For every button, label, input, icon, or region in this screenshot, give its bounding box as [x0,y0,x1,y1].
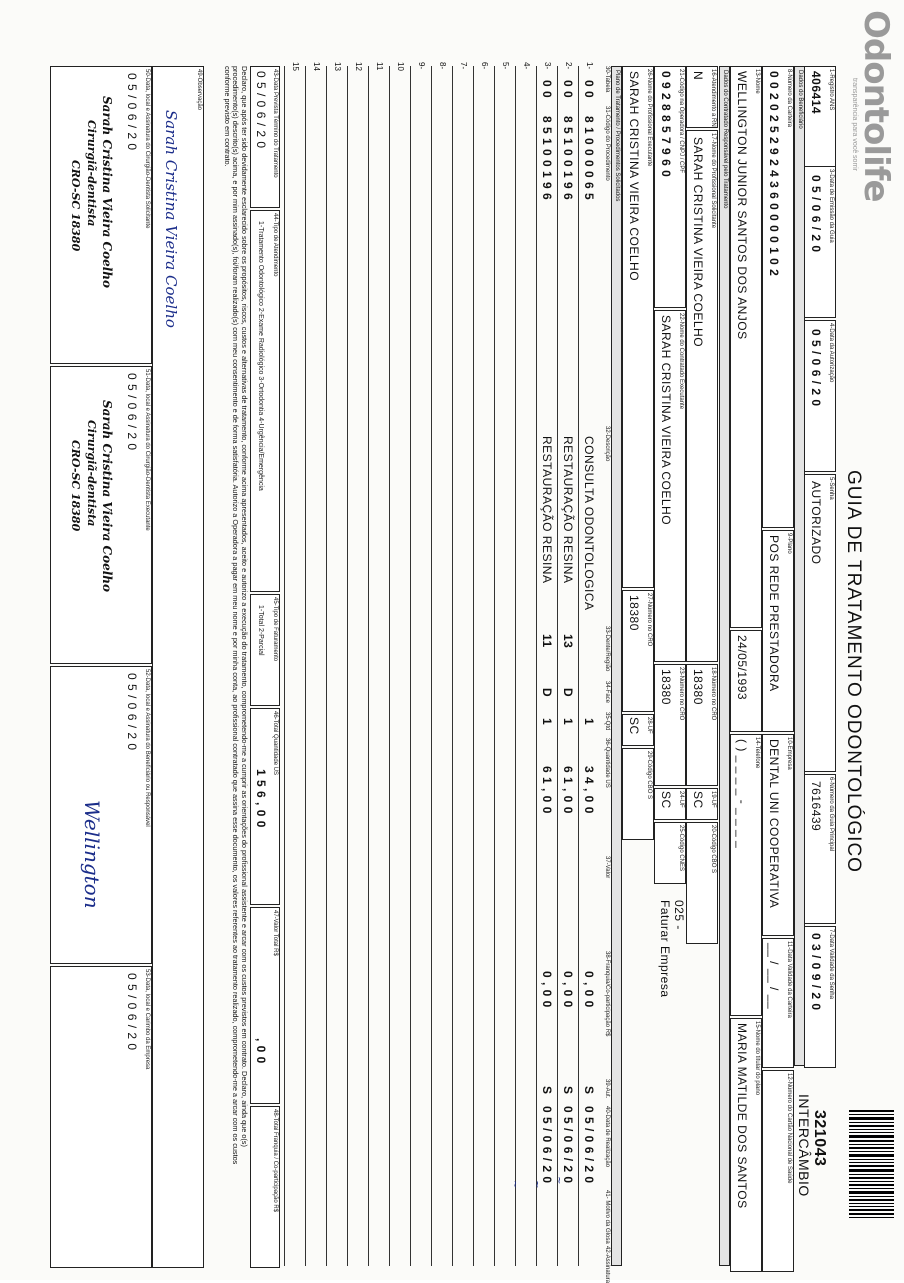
table-row [557,62,579,1266]
guia-principal-value: 7616439 [809,781,823,832]
table-row [515,62,537,1266]
cell-us: 6 1 , 0 0 [561,766,575,814]
table-row [431,62,453,1266]
cbo-solicitante-box [686,822,718,944]
stamp-name-51: Sarah Cristina Vieira Coelho [100,400,114,593]
total-us-box [250,708,280,905]
registro-ans-value: 406414 [809,71,823,115]
uf-executante-value: SC [627,717,641,735]
intercambio-label: INTERCÂMBIO [796,1094,812,1197]
telefone-value: ( ) _ _ _ _ - _ _ _ _ [735,739,749,849]
uf-solicitante-value: SC [691,791,705,809]
uf-contratado-value: SC [659,791,673,809]
empresa-box [762,734,794,936]
cartao-nacional-label: 12-Número do Cartão Nacional de Saúde [786,1073,792,1184]
barcode [849,1110,894,1220]
data-emissao-label: 3-Data de Emissão da Guia [828,169,834,243]
contratado-executante-box [654,310,686,662]
atendimento-rn-value: N [691,71,705,81]
data-emissao-value: 0 5 / 0 6 / 2 0 [809,175,823,253]
table-row [536,62,558,1266]
cell-tabela: 0 0 [540,80,554,99]
nome-box [730,66,762,628]
cell-qtd: 1 [561,718,575,726]
tipo-atendimento-label: 44-Tipo de Atendimento [272,213,278,277]
cell-tabela: 0 0 [561,80,575,99]
row-number: 13 [333,62,342,71]
sig50-date: 0 5 / 0 6 / 2 0 [125,73,139,151]
senha-label: 5-Senha [828,477,834,500]
stamp-cro-50: CRO-SC 18380 [69,160,82,252]
cell-face: D [561,688,575,698]
header-aut: 39-Aut. [604,1079,610,1099]
cbo-executante-box [622,748,654,840]
validade-carteira-label: 11-Data Validade da Carteira [786,941,792,1018]
table-row [368,62,390,1266]
validade-senha-value: 0 3 / 0 9 / 2 0 [809,933,823,1011]
cro-solicitante-value: 18380 [691,669,705,705]
data-emissao-box [804,166,836,318]
cro-executante-value: 18380 [627,595,641,631]
procedures-table-header [600,66,610,1283]
titular-box [730,1018,762,1272]
tipo-atendimento-options: 1-Tratamento Odontológico 2-Exame Radiológico 3-Ortodontia 4-Urgência/Emergência [257,221,264,491]
cell-qtd: 1 [540,718,554,726]
cnes-label: 25-Código CNES [678,825,684,872]
uf-solicitante-box [686,788,718,820]
profissional-executante-value: SARAH CRISTINA VIEIRA COELHO [627,71,641,282]
table-row [305,62,327,1266]
row-number: 5- [501,62,510,70]
cro-solicitante-box [686,664,718,786]
atendimento-rn-box [686,66,718,128]
stamp-role-50: Cirurgiã-dentista [85,120,98,227]
header-qtd: 35-Qtd [604,712,610,731]
uf-solicitante-label: 19-UF [710,791,716,808]
table-row [452,62,474,1266]
cbo-solicitante-value: 025 - [672,900,686,930]
uf-executante-box [622,714,654,746]
data-autorizacao-box [804,320,836,472]
cell-data: 0 5 / 0 6 / 2 0 [582,1106,596,1184]
cell-descricao: RESTAURAÇÃO RESINA [561,436,575,584]
cell-aut: S [540,1086,554,1095]
cell-codigo: 8 5 1 0 0 1 9 6 [561,116,575,201]
sig51-date: 0 5 / 0 6 / 2 0 [125,373,139,451]
data-autorizacao-label: 4-Data da Autorização [828,323,834,383]
cell-us: 3 4 , 0 0 [582,766,596,814]
header-codigo: 31-Código do Procedimento [604,106,610,181]
guia-principal-box [804,774,836,924]
cro-solicitante-label: 18-Número no CRO [710,667,716,721]
atendimento-rn-label: 16-Atendimento a RN [710,69,716,127]
header-dente: 33-Dente/Região [604,626,610,672]
cbo-executante-label: 29-Código CBO S [646,751,652,800]
valor-total-box [250,907,280,1104]
odontolife-logo: Odontolife [856,10,896,202]
sig53-label: 53-Data, local e Carimbo da Empresa [144,969,150,1070]
table-row [494,62,516,1266]
table-row [410,62,432,1266]
cell-codigo: 8 5 1 0 0 1 9 6 [540,116,554,201]
contratado-executante-label: 22-Nome do Contratado Executante [678,313,684,410]
cell-descricao: RESTAURAÇÃO RESINA [540,436,554,584]
plano-label: 9-Plano [786,533,792,554]
row-number: 15 [291,62,300,71]
stamp-name-50: Sarah Cristina Vieira Coelho [100,96,114,289]
row-number: 7- [459,62,468,70]
header-assinatura: 42-Assinatura [604,1246,610,1283]
table-row [473,62,495,1266]
faturar-empresa: Faturar Empresa [658,900,672,998]
table-row [578,62,600,1266]
header-tabela: 30-Tabela [604,66,610,93]
stamp-role-51: Cirurgiã-dentista [85,420,98,527]
cro-contratado-box [654,664,686,786]
header-data-realizacao: 40-Data de Realização [604,1106,610,1168]
profissional-solicitante-box [686,130,718,662]
header-us: 36-Quantidade US [604,738,610,788]
table-row [284,62,306,1266]
cell-dente: 13 [561,634,575,649]
valor-total-value: , 0 0 [254,1038,268,1064]
titular-value: MARIA MATILDE DOS SANTOS [735,1023,749,1209]
guia-principal-label: 6-Número da Guia Principal [828,777,834,852]
termino-box [250,66,280,208]
cell-franquia: 0 , 0 0 [561,971,575,1008]
data-autorizacao-value: 0 5 / 0 6 / 2 0 [809,329,823,407]
numero-carteira-box [762,66,794,528]
row-number: 2- [564,62,573,70]
row-number: 12 [354,62,363,71]
row1-initials: ~ [553,1176,564,1185]
row-number: 6- [480,62,489,70]
cell-qtd: 1 [582,718,596,726]
cnes-box [654,822,686,884]
header-valor: 37-Valor [604,856,610,879]
header-franquia: 38-Franquia/Co-participação R$ [604,951,610,1037]
cell-descricao: CONSULTA ODONTOLOGICA [582,436,596,611]
validade-carteira-value: __ / __ / __ [767,943,781,1010]
row2-initials: ~ [531,1180,542,1189]
cell-franquia: 0 , 0 0 [540,971,554,1008]
sig53-date: 0 5 / 0 6 / 2 0 [125,973,139,1051]
contratado-executante-value: SARAH CRISTINA VIEIRA COELHO [659,315,673,526]
empresa-value: DENTAL UNI COOPERATIVA [767,739,781,909]
row-number: 8- [438,62,447,70]
titular-label: 15-Nome do titular do plano [754,1021,760,1096]
declaracao-text: Declaro, que após ter sido devidamente esclarecido sobre os propósitos, riscos, custos e alternativas de tratamento, conforme acima apresentados, aceito e autorizo a execução do tratamento, comprometendo-me a cumprir as orientações do profissional assistente e arcar com os custos previstos em contrato. Declaro, ainda que o(s) procedimento(s) descrito(s) acima, e por mim assinado(s), foi/foram realizado(s) com meu consentimento e de forma satisfatória. Autorizo a Operadora a pagar em meu nome e por minha conta, ao profissional contratado que assina esse documento, os valores referentes ao tratamento realizado, comprometendo-me a arcar com os custos conforme previsto em contrato. [222,66,249,1165]
uf-executante-label: 28-UF [646,717,652,734]
empresa-label: 10-Empresa [786,737,792,770]
plano-box [762,530,794,732]
tipo-faturamento-options: 1-Total 2-Parcial [257,605,264,656]
cartao-nacional-box [762,1070,794,1272]
cell-us: 6 1 , 0 0 [540,766,554,814]
cell-dente: 11 [540,634,554,648]
row-number: 14 [312,62,321,71]
validade-senha-box [804,926,836,1068]
total-franquia-label: 48-Total Franquia / Co-participação R$ [272,1109,278,1213]
codigo-operadora-value: 0 9 2 8 8 5 7 9 6 0 [659,71,673,178]
section-beneficiario: Dados do Beneficiário [794,66,805,1066]
observacao-label: 49-Observação [196,69,202,111]
cro-contratado-label: 23-Número no CRO [678,667,684,721]
table-row [389,62,411,1266]
senha-value: AUTORIZADO [809,481,823,565]
nascimento-value: 24/05/1993 [735,635,749,701]
codigo-operadora-box [654,66,686,308]
row-number: 11 [375,62,384,71]
header-face: 34-Face [604,681,610,704]
section-contratado: Dados do Contratado Responsável pelo Tratamento [719,66,730,1266]
procedures-table [280,58,600,1268]
numero-carteira-label: 8-Número da Carteira [786,69,792,128]
cell-franquia: 0 , 0 0 [582,971,596,1008]
termino-value: 0 5 / 0 6 / 2 0 [254,71,268,149]
stamp-cro-51: CRO-SC 18380 [69,440,82,532]
total-franquia-box [250,1106,280,1268]
row-number: 4- [522,62,531,70]
cell-aut: S [582,1086,596,1095]
sig53-box [50,966,152,1268]
cbo-solicitante-label: 20-Código CBO S [710,825,716,874]
profissional-solicitante-label: 17-Nome do Profissional Solicitante [710,133,716,229]
cell-codigo: 8 1 0 0 0 0 6 5 [582,116,596,201]
row-number: 9- [417,62,426,70]
row-number: 1- [585,62,594,70]
codigo-operadora-label: 21-Código na Operadora / CNPJ / CPF [678,69,684,174]
nascimento-box [730,630,762,732]
tipo-faturamento-label: 45-Tipo de Faturamento [272,597,278,662]
cell-data: 0 5 / 0 6 / 2 0 [561,1106,575,1184]
plano-value: POS REDE PRESTADORA [767,535,781,692]
cell-face: D [540,688,554,698]
cro-contratado-value: 18380 [659,669,673,705]
profissional-executante-label: 26-Nome do Profissional Executante [646,69,652,167]
nome-label: 13-Nome [754,69,760,94]
nome-value: WELLINGTON JUNIOR SANTOS DOS ANJOS [735,71,749,340]
numero-carteira-value: 0 0 2 0 2 5 2 9 2 4 3 6 0 0 0 0 1 0 2 [767,71,781,277]
uf-contratado-label: 24-UF [678,791,684,808]
patient-signature: Wellington [80,800,104,909]
profissional-executante-box [622,66,654,588]
observacao-signature: Sarah Cristina Vieira Coelho [162,110,180,328]
total-us-value: 1 5 6 , 0 0 [254,769,268,828]
total-us-label: 46-Total Quantidade US [272,711,278,776]
guide-number: 321043 [811,1110,828,1167]
table-row [326,62,348,1266]
sig52-date: 0 5 / 0 6 / 2 0 [125,673,139,751]
tipo-atendimento-box [250,210,280,592]
row3-initials: ~ [509,1180,520,1189]
header-descricao: 32-Descrição [604,426,610,462]
valor-total-label: 47-Valor Total R$ [272,910,278,956]
validade-senha-label: 7-Data Validade da Senha [828,929,834,999]
cro-executante-label: 27-Número no CRO [646,593,652,647]
tipo-faturamento-box [250,594,280,706]
row-number: 3- [543,62,552,70]
telefone-box [730,734,762,1016]
table-row [347,62,369,1266]
telefone-label: 14-Telefone [754,737,760,769]
senha-box [804,474,836,772]
uf-contratado-box [654,788,686,820]
profissional-solicitante-value: SARAH CRISTINA VIEIRA COELHO [691,137,705,348]
cell-aut: S [561,1086,575,1095]
cell-tabela: 0 0 [582,80,596,99]
cell-data: 0 5 / 0 6 / 2 0 [540,1106,554,1184]
sig51-label: 51-Data, local e Assinatura do Cirurgião-Dentista Executante [144,369,150,531]
section-plano-tratamento: Plano de Tratamento / Procedimentos Solicitados [611,66,622,1266]
termino-label: 43-Data Prevista Término do Tratamento [272,69,278,178]
logo-tagline: transparência para você sorrir [851,78,858,171]
sig50-label: 50-Data, local e Assinatura do Cirurgião-Dentista Solicitante [144,69,150,229]
registro-ans-label: 1-Registro ANS [828,69,834,111]
cro-executante-box [622,590,654,712]
page-title: GUIA DE TRATAMENTO ODONTOLÓGICO [843,470,864,873]
sig52-label: 52-Data, local e Assinatura do Beneficiário ou Responsável [144,669,150,827]
validade-carteira-box [762,938,794,1068]
header-motivo-glosa: 41- Motivo da Glosa [604,1190,610,1244]
row-number: 10 [396,62,405,71]
